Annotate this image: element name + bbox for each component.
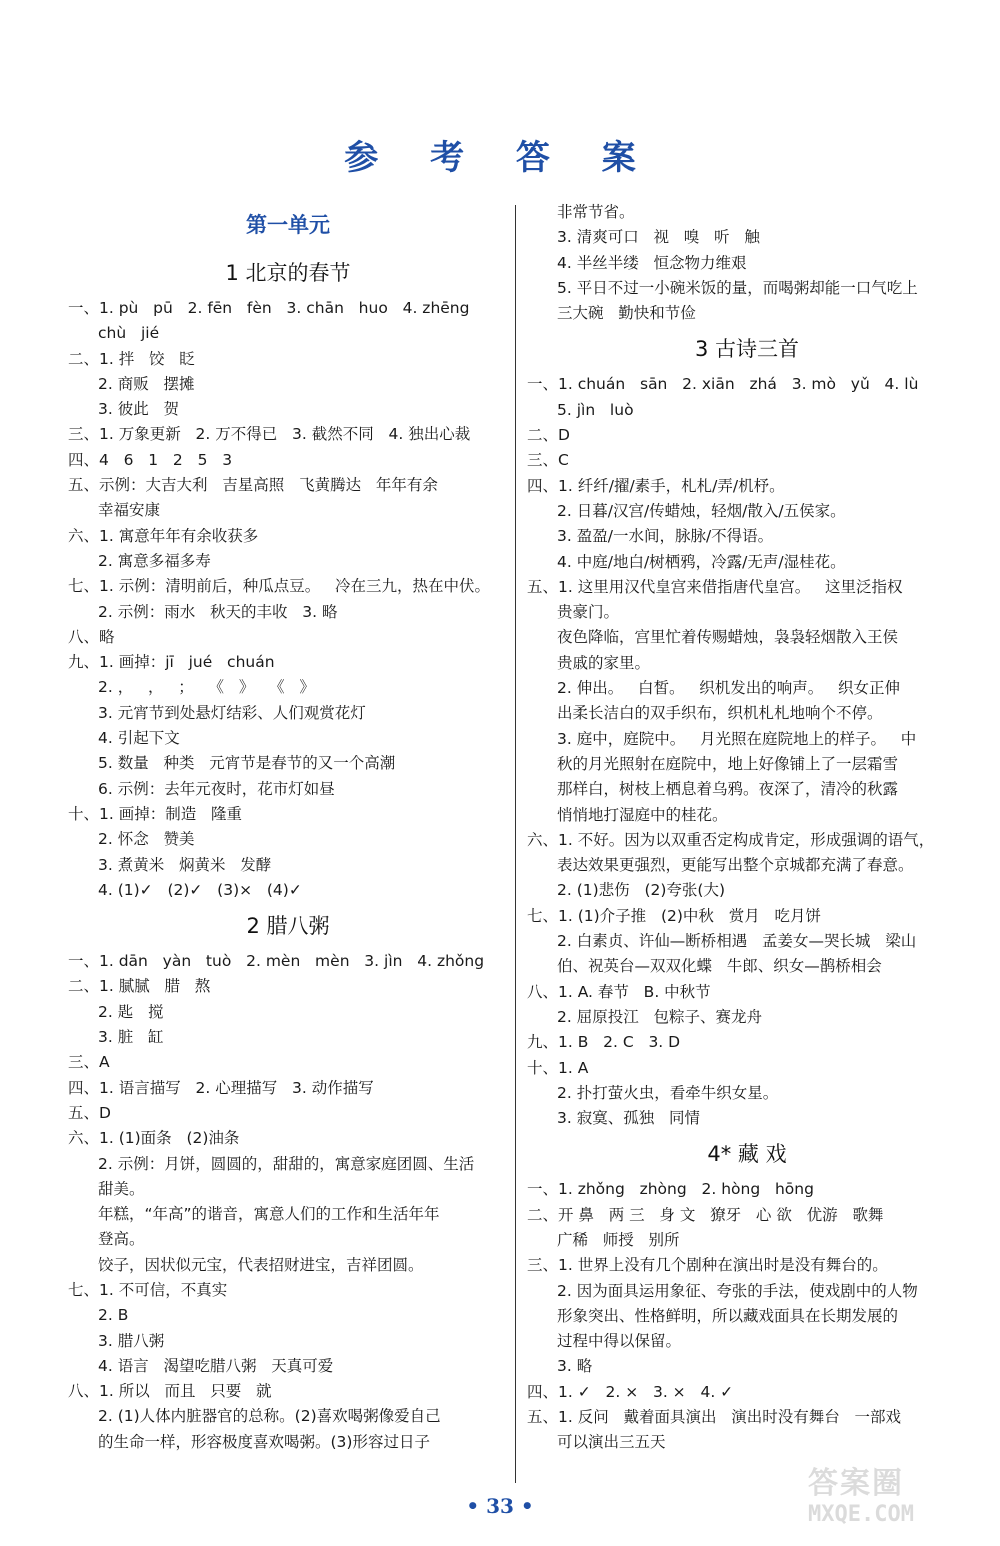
answer-line: 三、1. 万象更新 2. 万不得已 3. 截然不同 4. 独出心裁 — [68, 425, 471, 444]
answer-line: 3. 煮黄米 焖黄米 发酵 — [98, 855, 272, 874]
answer-line: 登高。 — [98, 1230, 145, 1249]
answer-line: 的生命一样，形容极度喜欢喝粥。(3)形容过日子 — [98, 1432, 430, 1451]
answer-line: 二、1. 腻腻 腊 熬 — [68, 977, 211, 996]
answer-line: 5. jìn luò — [557, 400, 634, 419]
watermark-logo — [808, 1458, 988, 1540]
answer-line: 2. 因为面具运用象征、夸张的手法，使戏剧中的人物 — [557, 1281, 918, 1300]
answer-line: 3. 腊八粥 — [98, 1331, 165, 1350]
answer-line: 十、1. 画掉：制造 隆重 — [68, 804, 242, 823]
answer-line: 五、1. 反问 戴着面具演出 演出时没有舞台 一部戏 — [527, 1408, 902, 1427]
answer-line: 二、1. 拌 饺 眨 — [68, 349, 195, 368]
answer-line: 六、1. 寓意年年有余收获多 — [68, 526, 259, 545]
answer-line: 二、开 鼻 两 三 身 文 獠牙 心 欲 优游 歌舞 — [527, 1205, 884, 1224]
answer-line: 3. 盈盈/一水间，脉脉/不得语。 — [557, 527, 774, 546]
answer-line: 2. 怀念 赞美 — [98, 830, 195, 849]
answer-line: 八、略 — [68, 627, 115, 646]
answer-line: 三、A — [68, 1053, 110, 1072]
answer-line: 3. 元宵节到处悬灯结彩、人们观赏花灯 — [98, 703, 366, 722]
answer-line: 三、1. 世界上没有几个剧种在演出时是没有舞台的。 — [527, 1256, 888, 1275]
answer-line: 六、1. (1)面条 (2)油条 — [68, 1129, 240, 1148]
answer-line: 九、1. 画掉：jī jué chuán — [68, 653, 275, 672]
answer-line: 秋的月光照射在庭院中，地上好像铺上了一层霜雪 — [557, 754, 899, 773]
answer-line: 出柔长洁白的双手织布，织机札札地响个不停。 — [557, 704, 883, 723]
answer-line: 3. 清爽可口 视 嗅 听 触 — [557, 228, 760, 247]
section-heading: 4* 藏 戏 — [707, 1142, 787, 1167]
answer-line: 4. 语言 渴望吃腊八粥 天真可爱 — [98, 1356, 334, 1375]
left-answer-column — [68, 200, 508, 1455]
answer-line: 五、示例：大吉大利 吉星高照 飞黄腾达 年年有余 — [68, 476, 438, 495]
answer-line: 5. 平日不过一小碗米饭的量，而喝粥却能一口气吃上 — [557, 278, 918, 297]
answer-line: 五、D — [68, 1103, 111, 1122]
answer-line: 四、1. 纤纤/擢/素手，札札/弄/机杼。 — [527, 476, 785, 495]
answer-line: 3. 庭中，庭院中。 月光照在庭院地上的样子。 中 — [557, 729, 917, 748]
answer-line: 3. 彼此 贺 — [98, 400, 179, 419]
answer-line: 悄悄地打湿庭中的桂花。 — [557, 805, 728, 824]
answer-line: 2. 商贩 摆摊 — [98, 374, 195, 393]
answer-line: 饺子，因状似元宝，代表招财进宝，吉祥团圆。 — [98, 1255, 424, 1274]
answer-line: 八、1. 所以 而且 只要 就 — [68, 1382, 272, 1401]
answer-line: 甜美。 — [98, 1179, 145, 1198]
answer-line: 2. 伸出。 白皙。 织机发出的响声。 织女正伸 — [557, 679, 901, 698]
section-heading: 3 古诗三首 — [694, 337, 800, 362]
answer-line: 2. 扑打萤火虫，看牵牛织女星。 — [557, 1083, 779, 1102]
answer-line: 表达效果更强烈，更能写出整个京城都充满了春意。 — [557, 856, 914, 875]
column-divider — [515, 205, 516, 1483]
unit-heading: 第一单元 — [246, 213, 330, 237]
answer-line: 年糕，“年高”的谐音，寓意人们的工作和生活年年 — [98, 1205, 440, 1224]
answer-line: 那样白，树枝上栖息着乌鸦。夜深了，清冷的秋露 — [557, 780, 899, 799]
page-title: 参 考 答 案 — [344, 138, 656, 178]
answer-line: 四、1. ✓ 2. × 3. × 4. ✓ — [527, 1382, 734, 1401]
answer-line: 十、1. A — [527, 1058, 589, 1077]
answer-line: 2. 屈原投江 包粽子、赛龙舟 — [557, 1007, 762, 1026]
answer-line: 过程中得以保留。 — [557, 1332, 682, 1351]
answer-line: 三大碗 勤快和节俭 — [557, 304, 696, 323]
answer-line: 2. 示例：月饼，圆圆的，甜甜的，寓意家庭团圆、生活 — [98, 1154, 475, 1173]
watermark-main-text: 答案圈 — [808, 1466, 904, 1501]
answer-line: 非常节省。 — [557, 203, 635, 221]
answer-line: 3. 脏 缸 — [98, 1028, 164, 1047]
answer-line: 一、1. chuán sān 2. xiān zhá 3. mò yǔ 4. lù — [527, 375, 919, 394]
answer-line: 七、1. (1)介子推 (2)中秋 赏月 吃月饼 — [527, 906, 821, 925]
watermark-sub-text: MXQE.COM — [808, 1502, 914, 1527]
answer-line: 2. 示例：雨水 秋天的丰收 3. 略 — [98, 602, 338, 621]
answer-line: 幸福安康 — [98, 501, 161, 520]
section-heading: 2 腊八粥 — [246, 914, 330, 939]
answer-line: 2. 白素贞、许仙—断桥相遇 孟姜女—哭长城 梁山 — [557, 932, 917, 951]
answer-line: 2. (1)人体内脏器官的总称。(2)喜欢喝粥像爱自己 — [98, 1407, 441, 1426]
answer-line: 广稀 师授 别所 — [557, 1230, 680, 1249]
answer-line: 贵戚的家里。 — [557, 653, 651, 672]
answer-line: 四、4 6 1 2 5 3 — [68, 450, 233, 469]
answer-line: 八、1. A. 春节 B. 中秋节 — [527, 982, 711, 1001]
answer-line: 伯、祝英台—双双化蝶 牛郎、织女—鹊桥相会 — [557, 957, 882, 976]
answer-line: 4. 半丝半缕 恒念物力维艰 — [557, 253, 747, 272]
answer-line: 4. 中庭/地白/树栖鸦，冷露/无声/湿桂花。 — [557, 552, 846, 571]
answer-line: 3. 寂寞、孤独 同情 — [557, 1109, 700, 1128]
answer-line: 七、1. 示例：清明前后，种瓜点豆。 冷在三九，热在中伏。 — [68, 577, 490, 596]
answer-line: 一、1. zhǒng zhòng 2. hòng hōng — [527, 1180, 814, 1199]
answer-line: 七、1. 不可信，不真实 — [68, 1280, 228, 1299]
answer-line: 4. (1)✓ (2)✓ (3)× (4)✓ — [98, 880, 302, 899]
answer-line: 2. B — [98, 1306, 129, 1325]
answer-line: 一、1. pù pū 2. fēn fèn 3. chān huo 4. zhēng — [68, 299, 470, 317]
answer-line: 2. (1)悲伤 (2)夸张(大) — [557, 881, 726, 900]
answer-line: chù jié — [98, 324, 160, 343]
answer-line: 2. 匙 搅 — [98, 1002, 164, 1021]
answer-line: 4. 引起下文 — [98, 729, 180, 748]
answer-line: 可以演出三五天 — [557, 1433, 666, 1452]
answer-line: 2. 日暮/汉宫/传蜡烛，轻烟/散入/五侯家。 — [557, 501, 846, 520]
answer-line: 二、D — [527, 426, 570, 445]
answer-line: 六、1. 不好。因为以双重否定构成肯定，形成强调的语气， — [527, 830, 935, 849]
answer-line: 5. 数量 种类 元宵节是春节的又一个高潮 — [98, 754, 396, 773]
answer-line: 2. ， ， ； 《 》 《 》 — [98, 678, 315, 697]
section-heading: 1 北京的春节 — [225, 261, 351, 285]
answer-line: 夜色降临，宫里忙着传赐蜡烛，袅袅轻烟散入王侯 — [557, 628, 899, 647]
page-number: • 33 • — [466, 1494, 534, 1518]
answer-line: 贵豪门。 — [557, 603, 620, 622]
answer-line: 3. 略 — [557, 1357, 593, 1376]
answer-line: 2. 寓意多福多寿 — [98, 551, 211, 570]
right-answer-column — [527, 200, 967, 1456]
answer-line: 三、C — [527, 451, 569, 470]
answer-line: 一、1. dān yàn tuò 2. mèn mèn 3. jìn 4. zhǒng — [68, 952, 485, 971]
answer-line: 九、1. B 2. C 3. D — [527, 1033, 681, 1052]
answer-line: 形象突出、性格鲜明，所以藏戏面具在长期发展的 — [557, 1306, 899, 1325]
answer-line: 五、1. 这里用汉代皇宫来借指唐代皇宫。 这里泛指权 — [527, 577, 903, 596]
answer-line: 6. 示例：去年元夜时，花市灯如昼 — [98, 779, 335, 798]
answer-line: 四、1. 语言描写 2. 心理描写 3. 动作描写 — [68, 1078, 374, 1097]
